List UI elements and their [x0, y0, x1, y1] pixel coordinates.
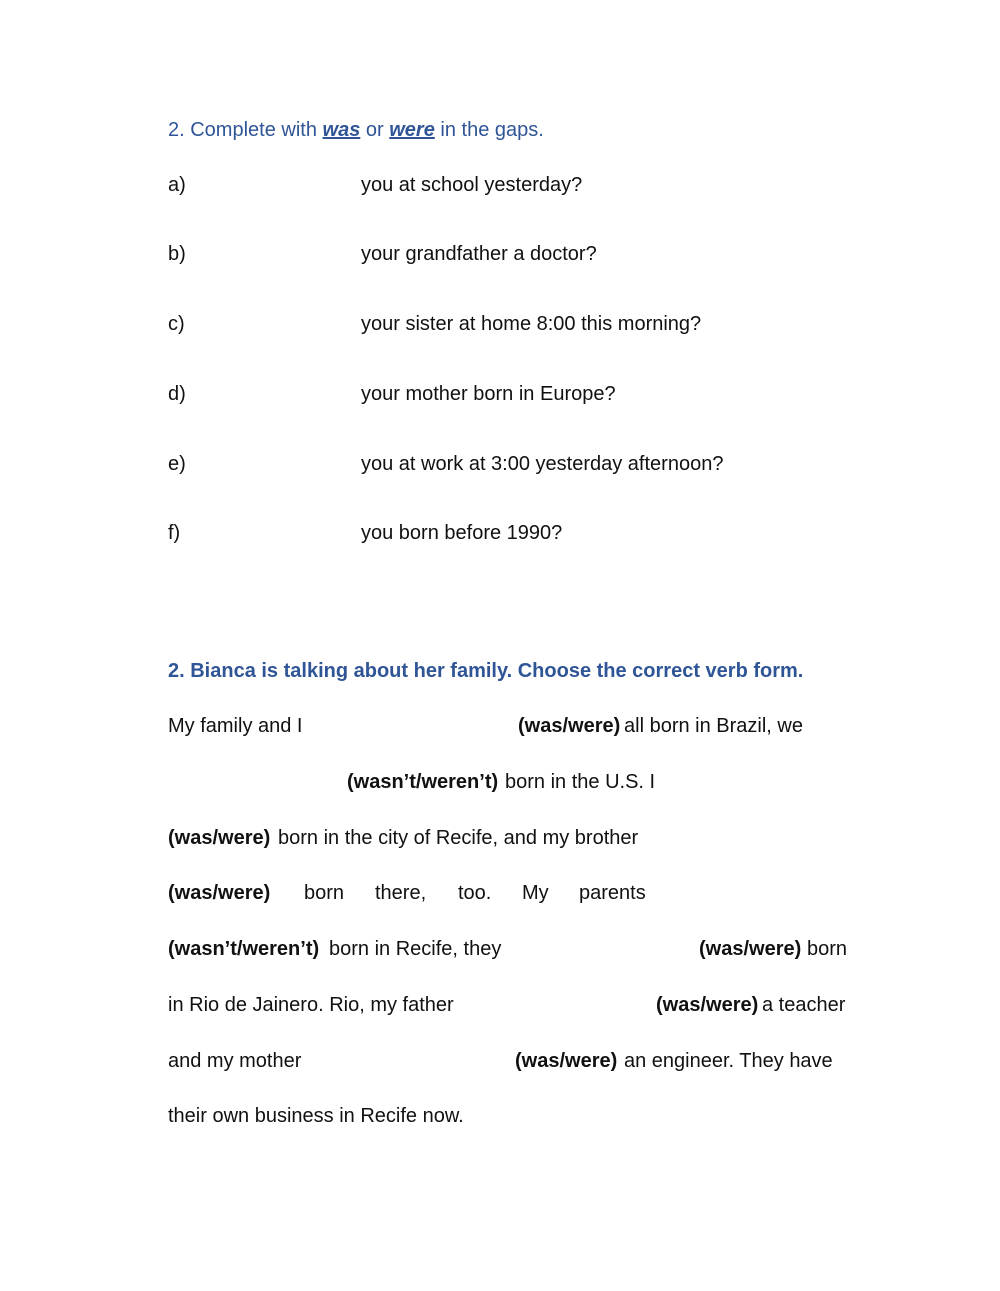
item-text: your grandfather a doctor?	[361, 243, 597, 265]
item-text: you at work at 3:00 yesterday afternoon?	[361, 453, 724, 475]
keyword-was: was	[322, 119, 361, 141]
verb-option: (wasn’t/weren’t)	[347, 771, 499, 793]
text-segment: born in the U.S. I	[505, 771, 656, 793]
text-segment: My	[522, 882, 549, 904]
heading-suffix: in the gaps.	[434, 119, 544, 141]
verb-option: (was/were)	[656, 994, 759, 1016]
item-letter: c)	[168, 313, 185, 335]
text-segment: born	[807, 938, 848, 960]
verb-option: (was/were)	[699, 938, 802, 960]
text-segment: there,	[375, 882, 427, 904]
heading-prefix: 2. Complete with	[168, 119, 323, 141]
item-text: you born before 1990?	[361, 522, 563, 544]
text-segment: too.	[458, 882, 492, 904]
text-segment: born in the city of Recife, and my brother	[278, 827, 639, 849]
verb-option: (was/were)	[515, 1050, 618, 1072]
text-segment: a teacher	[762, 994, 846, 1016]
text-segment: in Rio de Jainero. Rio, my father	[168, 994, 454, 1016]
item-letter: b)	[168, 243, 186, 265]
item-letter: d)	[168, 383, 186, 405]
keyword-were: were	[389, 119, 435, 141]
item-text: you at school yesterday?	[361, 174, 583, 196]
text-segment: born	[304, 882, 345, 904]
exercise-1-heading	[168, 116, 544, 144]
heading-mid: or	[360, 119, 390, 141]
item-letter: e)	[168, 453, 186, 475]
text-segment: and my mother	[168, 1050, 302, 1072]
item-text: your mother born in Europe?	[361, 383, 616, 405]
item-letter: f)	[168, 522, 181, 544]
text-segment: all born in Brazil, we	[624, 715, 803, 737]
item-letter: a)	[168, 174, 186, 196]
verb-option: (was/were)	[168, 882, 271, 904]
verb-option: (was/were)	[518, 715, 621, 737]
text-segment: My family and I	[168, 715, 303, 737]
exercise-2-heading: 2. Bianca is talking about her family. Choose the correct verb form.	[168, 660, 804, 682]
verb-option: (wasn’t/weren’t)	[168, 938, 320, 960]
text-segment: born in Recife, they	[329, 938, 502, 960]
text-segment: parents	[579, 882, 646, 904]
text-segment: an engineer. They have	[624, 1050, 833, 1072]
text-segment: their own business in Recife now.	[168, 1105, 464, 1127]
verb-option: (was/were)	[168, 827, 271, 849]
item-text: your sister at home 8:00 this morning?	[361, 313, 702, 335]
